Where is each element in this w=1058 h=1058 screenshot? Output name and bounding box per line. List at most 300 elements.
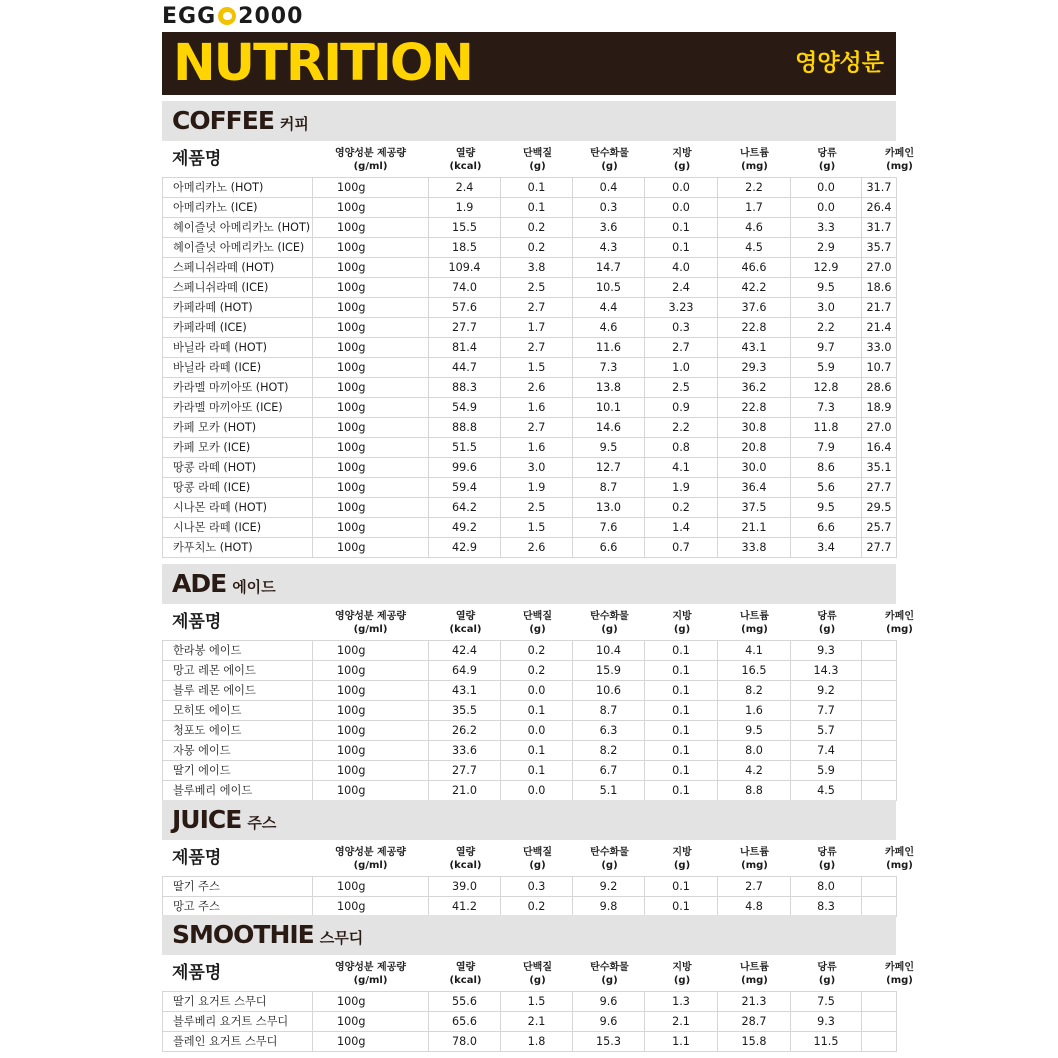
cell-product: 바닐라 라떼 (ICE) <box>163 358 313 378</box>
cell-sugar: 5.6 <box>791 478 862 498</box>
cell-sodium: 33.8 <box>718 538 791 558</box>
cell-carbs: 10.1 <box>573 398 645 418</box>
cell-product: 블루 레몬 에이드 <box>163 681 313 701</box>
column-header-row <box>162 955 914 991</box>
table-row <box>163 761 897 781</box>
section-title-en: JUICE <box>172 805 242 834</box>
cell-sugar: 8.3 <box>791 897 862 917</box>
cell-sodium: 22.8 <box>718 398 791 418</box>
cell-fat: 0.9 <box>645 398 718 418</box>
cell-product: 자몽 에이드 <box>163 741 313 761</box>
cell-sodium: 36.2 <box>718 378 791 398</box>
cell-serving: 100g <box>313 278 429 298</box>
column-header-carbs: 탄수화물 (g) <box>590 847 629 871</box>
cell-caffeine: 18.6 <box>862 278 897 298</box>
table-row <box>163 258 897 278</box>
cell-fat: 0.7 <box>645 538 718 558</box>
column-header-row <box>162 141 914 177</box>
column-header-fat: 지방 (g) <box>672 847 692 871</box>
table-row <box>163 1012 897 1032</box>
cell-fat: 4.0 <box>645 258 718 278</box>
cell-carbs: 9.6 <box>573 992 645 1012</box>
cell-serving: 100g <box>313 298 429 318</box>
cell-sodium: 42.2 <box>718 278 791 298</box>
cell-protein: 0.0 <box>501 781 573 801</box>
column-header-kcal: 열량 (kcal) <box>449 847 482 871</box>
cell-serving: 100g <box>313 498 429 518</box>
cell-caffeine: 27.7 <box>862 538 897 558</box>
column-header-sodium: 나트륨 (mg) <box>740 847 769 871</box>
cell-sugar: 9.5 <box>791 498 862 518</box>
cell-kcal: 39.0 <box>429 877 501 897</box>
column-header-caffeine: 카페인 (mg) <box>885 962 914 986</box>
cell-caffeine <box>862 877 897 897</box>
cell-fat: 0.0 <box>645 198 718 218</box>
cell-sodium: 37.5 <box>718 498 791 518</box>
cell-sugar: 9.7 <box>791 338 862 358</box>
cell-product: 모히또 에이드 <box>163 701 313 721</box>
cell-serving: 100g <box>313 518 429 538</box>
cell-caffeine <box>862 721 897 741</box>
cell-protein: 1.5 <box>501 358 573 378</box>
cell-carbs: 3.6 <box>573 218 645 238</box>
cell-sodium: 15.8 <box>718 1032 791 1052</box>
cell-serving: 100g <box>313 418 429 438</box>
cell-fat: 0.1 <box>645 701 718 721</box>
cell-kcal: 33.6 <box>429 741 501 761</box>
nutrition-table <box>162 177 897 558</box>
table-row <box>163 781 897 801</box>
cell-kcal: 54.9 <box>429 398 501 418</box>
cell-kcal: 18.5 <box>429 238 501 258</box>
section-title-en: COFFEE <box>172 106 274 135</box>
cell-caffeine <box>862 741 897 761</box>
cell-caffeine <box>862 661 897 681</box>
cell-carbs: 10.4 <box>573 641 645 661</box>
cell-sodium: 28.7 <box>718 1012 791 1032</box>
cell-caffeine: 27.0 <box>862 258 897 278</box>
cell-product: 땅콩 라떼 (ICE) <box>163 478 313 498</box>
cell-product: 카라멜 마끼아또 (ICE) <box>163 398 313 418</box>
cell-carbs: 12.7 <box>573 458 645 478</box>
cell-protein: 2.7 <box>501 418 573 438</box>
cell-fat: 0.1 <box>645 681 718 701</box>
cell-serving: 100g <box>313 478 429 498</box>
table-row <box>163 438 897 458</box>
cell-sodium: 21.3 <box>718 992 791 1012</box>
cell-kcal: 27.7 <box>429 761 501 781</box>
cell-product: 아메리카노 (ICE) <box>163 198 313 218</box>
cell-protein: 0.2 <box>501 641 573 661</box>
column-header-carbs: 탄수화물 (g) <box>590 611 629 635</box>
cell-fat: 1.0 <box>645 358 718 378</box>
cell-caffeine: 21.7 <box>862 298 897 318</box>
cell-kcal: 64.2 <box>429 498 501 518</box>
cell-sugar: 8.6 <box>791 458 862 478</box>
cell-protein: 1.6 <box>501 438 573 458</box>
cell-fat: 2.7 <box>645 338 718 358</box>
cell-protein: 0.1 <box>501 198 573 218</box>
cell-fat: 1.4 <box>645 518 718 538</box>
table-row <box>163 741 897 761</box>
cell-sugar: 9.3 <box>791 1012 862 1032</box>
cell-fat: 0.1 <box>645 761 718 781</box>
cell-carbs: 7.6 <box>573 518 645 538</box>
cell-fat: 3.23 <box>645 298 718 318</box>
section-header <box>162 101 896 141</box>
cell-sodium: 4.5 <box>718 238 791 258</box>
table-row <box>163 478 897 498</box>
cell-serving: 100g <box>313 721 429 741</box>
cell-fat: 2.4 <box>645 278 718 298</box>
cell-protein: 2.5 <box>501 498 573 518</box>
column-header-caffeine: 카페인 (mg) <box>885 148 914 172</box>
column-header-kcal: 열량 (kcal) <box>449 611 482 635</box>
section-header <box>162 800 896 840</box>
cell-kcal: 15.5 <box>429 218 501 238</box>
cell-kcal: 27.7 <box>429 318 501 338</box>
cell-sodium: 4.8 <box>718 897 791 917</box>
cell-serving: 100g <box>313 781 429 801</box>
section-coffee <box>162 101 914 558</box>
cell-sugar: 0.0 <box>791 198 862 218</box>
column-header-sodium: 나트륨 (mg) <box>740 611 769 635</box>
cell-carbs: 7.3 <box>573 358 645 378</box>
cell-caffeine <box>862 681 897 701</box>
table-row <box>163 198 897 218</box>
cell-sodium: 2.7 <box>718 877 791 897</box>
cell-fat: 0.1 <box>645 218 718 238</box>
cell-caffeine <box>862 1032 897 1052</box>
column-header-product: 제품명 <box>172 149 222 169</box>
cell-kcal: 88.3 <box>429 378 501 398</box>
cell-sodium: 8.2 <box>718 681 791 701</box>
cell-serving: 100g <box>313 238 429 258</box>
table-row <box>163 338 897 358</box>
cell-carbs: 6.3 <box>573 721 645 741</box>
section-title-en: SMOOTHIE <box>172 920 314 949</box>
cell-product: 시나몬 라떼 (ICE) <box>163 518 313 538</box>
cell-product: 망고 레몬 에이드 <box>163 661 313 681</box>
section-smoothie <box>162 915 914 1052</box>
cell-sugar: 4.5 <box>791 781 862 801</box>
cell-serving: 100g <box>313 438 429 458</box>
cell-fat: 0.1 <box>645 238 718 258</box>
table-row <box>163 298 897 318</box>
nutrition-banner <box>162 32 896 95</box>
cell-fat: 0.3 <box>645 318 718 338</box>
cell-protein: 0.0 <box>501 721 573 741</box>
cell-sugar: 12.9 <box>791 258 862 278</box>
cell-kcal: 43.1 <box>429 681 501 701</box>
cell-product: 플레인 요거트 스무디 <box>163 1032 313 1052</box>
cell-sugar: 14.3 <box>791 661 862 681</box>
cell-carbs: 11.6 <box>573 338 645 358</box>
cell-serving: 100g <box>313 398 429 418</box>
column-header-kcal: 열량 (kcal) <box>449 962 482 986</box>
column-header-protein: 단백질 (g) <box>523 847 552 871</box>
cell-product: 스페니쉬라떼 (HOT) <box>163 258 313 278</box>
cell-caffeine: 16.4 <box>862 438 897 458</box>
cell-protein: 3.8 <box>501 258 573 278</box>
column-header-sugar: 당류 (g) <box>817 847 837 871</box>
cell-sugar: 9.3 <box>791 641 862 661</box>
cell-serving: 100g <box>313 741 429 761</box>
cell-caffeine <box>862 992 897 1012</box>
cell-caffeine: 29.5 <box>862 498 897 518</box>
cell-sugar: 0.0 <box>791 178 862 198</box>
cell-sugar: 7.9 <box>791 438 862 458</box>
cell-kcal: 78.0 <box>429 1032 501 1052</box>
column-header-caffeine: 카페인 (mg) <box>885 611 914 635</box>
table-row <box>163 498 897 518</box>
cell-protein: 1.6 <box>501 398 573 418</box>
cell-carbs: 6.7 <box>573 761 645 781</box>
cell-caffeine: 31.7 <box>862 178 897 198</box>
column-header-caffeine: 카페인 (mg) <box>885 847 914 871</box>
cell-product: 딸기 요거트 스무디 <box>163 992 313 1012</box>
cell-kcal: 2.4 <box>429 178 501 198</box>
cell-caffeine <box>862 701 897 721</box>
cell-sugar: 11.5 <box>791 1032 862 1052</box>
cell-kcal: 74.0 <box>429 278 501 298</box>
cell-carbs: 6.6 <box>573 538 645 558</box>
page-title: NUTRITION <box>173 34 472 93</box>
cell-sodium: 30.8 <box>718 418 791 438</box>
cell-carbs: 4.6 <box>573 318 645 338</box>
cell-kcal: 55.6 <box>429 992 501 1012</box>
cell-serving: 100g <box>313 378 429 398</box>
cell-carbs: 0.3 <box>573 198 645 218</box>
table-row <box>163 378 897 398</box>
cell-serving: 100g <box>313 877 429 897</box>
brand-text-right: 2000 <box>238 3 304 29</box>
cell-sodium: 16.5 <box>718 661 791 681</box>
brand-text-left: EGG <box>162 3 217 29</box>
cell-carbs: 4.4 <box>573 298 645 318</box>
table-row <box>163 992 897 1012</box>
cell-caffeine <box>862 761 897 781</box>
cell-carbs: 9.8 <box>573 897 645 917</box>
table-row <box>163 398 897 418</box>
cell-caffeine: 21.4 <box>862 318 897 338</box>
table-row <box>163 538 897 558</box>
cell-serving: 100g <box>313 1012 429 1032</box>
cell-carbs: 8.2 <box>573 741 645 761</box>
section-title-ko: 에이드 <box>232 578 276 596</box>
cell-serving: 100g <box>313 661 429 681</box>
cell-kcal: 57.6 <box>429 298 501 318</box>
cell-caffeine <box>862 897 897 917</box>
cell-kcal: 64.9 <box>429 661 501 681</box>
cell-sugar: 7.7 <box>791 701 862 721</box>
column-header-sugar: 당류 (g) <box>817 962 837 986</box>
column-header-protein: 단백질 (g) <box>523 148 552 172</box>
cell-protein: 2.5 <box>501 278 573 298</box>
cell-protein: 2.6 <box>501 378 573 398</box>
cell-product: 딸기 에이드 <box>163 761 313 781</box>
cell-product: 카페라떼 (ICE) <box>163 318 313 338</box>
cell-kcal: 59.4 <box>429 478 501 498</box>
cell-serving: 100g <box>313 318 429 338</box>
cell-protein: 1.7 <box>501 318 573 338</box>
cell-sugar: 8.0 <box>791 877 862 897</box>
cell-serving: 100g <box>313 538 429 558</box>
cell-fat: 2.2 <box>645 418 718 438</box>
cell-product: 한라봉 에이드 <box>163 641 313 661</box>
cell-protein: 1.9 <box>501 478 573 498</box>
nutrition-table <box>162 991 897 1052</box>
cell-fat: 0.8 <box>645 438 718 458</box>
column-header-row <box>162 604 914 640</box>
cell-protein: 0.2 <box>501 661 573 681</box>
cell-carbs: 14.7 <box>573 258 645 278</box>
cell-protein: 2.1 <box>501 1012 573 1032</box>
cell-kcal: 41.2 <box>429 897 501 917</box>
column-header-product: 제품명 <box>172 963 222 983</box>
cell-product: 카페 모카 (HOT) <box>163 418 313 438</box>
table-row <box>163 721 897 741</box>
cell-serving: 100g <box>313 258 429 278</box>
cell-serving: 100g <box>313 641 429 661</box>
table-row <box>163 358 897 378</box>
cell-fat: 0.1 <box>645 741 718 761</box>
table-row <box>163 238 897 258</box>
cell-product: 카라멜 마끼아또 (HOT) <box>163 378 313 398</box>
table-row <box>163 701 897 721</box>
cell-caffeine <box>862 641 897 661</box>
cell-sugar: 9.2 <box>791 681 862 701</box>
cell-sodium: 36.4 <box>718 478 791 498</box>
cell-product: 망고 주스 <box>163 897 313 917</box>
cell-product: 카푸치노 (HOT) <box>163 538 313 558</box>
column-header-sugar: 당류 (g) <box>817 148 837 172</box>
cell-sugar: 6.6 <box>791 518 862 538</box>
cell-sugar: 7.4 <box>791 741 862 761</box>
cell-fat: 0.1 <box>645 897 718 917</box>
cell-serving: 100g <box>313 178 429 198</box>
cell-sugar: 5.9 <box>791 761 862 781</box>
cell-sodium: 22.8 <box>718 318 791 338</box>
cell-protein: 2.6 <box>501 538 573 558</box>
cell-fat: 1.9 <box>645 478 718 498</box>
cell-serving: 100g <box>313 992 429 1012</box>
nutrition-table <box>162 640 897 801</box>
cell-serving: 100g <box>313 338 429 358</box>
cell-fat: 0.1 <box>645 661 718 681</box>
cell-carbs: 0.4 <box>573 178 645 198</box>
column-header-sugar: 당류 (g) <box>817 611 837 635</box>
cell-sodium: 43.1 <box>718 338 791 358</box>
nutrition-table <box>162 876 897 917</box>
cell-serving: 100g <box>313 458 429 478</box>
cell-sugar: 3.0 <box>791 298 862 318</box>
cell-fat: 0.1 <box>645 641 718 661</box>
section-title-en: ADE <box>172 569 227 598</box>
cell-fat: 0.0 <box>645 178 718 198</box>
cell-sodium: 8.8 <box>718 781 791 801</box>
section-header <box>162 564 896 604</box>
cell-caffeine: 26.4 <box>862 198 897 218</box>
cell-serving: 100g <box>313 701 429 721</box>
cell-caffeine: 25.7 <box>862 518 897 538</box>
cell-sodium: 4.6 <box>718 218 791 238</box>
cell-kcal: 49.2 <box>429 518 501 538</box>
cell-protein: 0.2 <box>501 238 573 258</box>
cell-carbs: 14.6 <box>573 418 645 438</box>
cell-kcal: 42.4 <box>429 641 501 661</box>
table-row <box>163 661 897 681</box>
cell-sugar: 7.3 <box>791 398 862 418</box>
table-row <box>163 641 897 661</box>
cell-fat: 0.1 <box>645 877 718 897</box>
cell-kcal: 42.9 <box>429 538 501 558</box>
cell-carbs: 9.6 <box>573 1012 645 1032</box>
cell-carbs: 5.1 <box>573 781 645 801</box>
cell-caffeine: 18.9 <box>862 398 897 418</box>
cell-protein: 3.0 <box>501 458 573 478</box>
brand-logo <box>162 3 303 29</box>
cell-sugar: 5.9 <box>791 358 862 378</box>
cell-sugar: 5.7 <box>791 721 862 741</box>
column-header-row <box>162 840 914 876</box>
cell-product: 카페 모카 (ICE) <box>163 438 313 458</box>
cell-product: 블루베리 요거트 스무디 <box>163 1012 313 1032</box>
cell-carbs: 9.5 <box>573 438 645 458</box>
table-row <box>163 178 897 198</box>
cell-caffeine <box>862 781 897 801</box>
cell-carbs: 8.7 <box>573 478 645 498</box>
cell-sodium: 29.3 <box>718 358 791 378</box>
cell-kcal: 99.6 <box>429 458 501 478</box>
cell-protein: 0.2 <box>501 897 573 917</box>
section-juice <box>162 800 914 917</box>
cell-product: 땅콩 라떼 (HOT) <box>163 458 313 478</box>
cell-sodium: 1.7 <box>718 198 791 218</box>
column-header-carbs: 탄수화물 (g) <box>590 148 629 172</box>
cell-protein: 1.8 <box>501 1032 573 1052</box>
column-header-product: 제품명 <box>172 612 222 632</box>
cell-fat: 0.1 <box>645 721 718 741</box>
cell-kcal: 109.4 <box>429 258 501 278</box>
table-row <box>163 418 897 438</box>
section-title-ko: 커피 <box>279 115 309 133</box>
cell-caffeine: 31.7 <box>862 218 897 238</box>
cell-kcal: 21.0 <box>429 781 501 801</box>
cell-product: 청포도 에이드 <box>163 721 313 741</box>
cell-carbs: 10.5 <box>573 278 645 298</box>
table-row <box>163 681 897 701</box>
cell-protein: 2.7 <box>501 298 573 318</box>
cell-product: 시나몬 라떼 (HOT) <box>163 498 313 518</box>
column-header-kcal: 열량 (kcal) <box>449 148 482 172</box>
cell-carbs: 15.3 <box>573 1032 645 1052</box>
cell-protein: 0.2 <box>501 218 573 238</box>
cell-product: 헤이즐넛 아메리카노 (ICE) <box>163 238 313 258</box>
cell-kcal: 51.5 <box>429 438 501 458</box>
section-ade <box>162 564 914 801</box>
cell-serving: 100g <box>313 681 429 701</box>
cell-kcal: 26.2 <box>429 721 501 741</box>
column-header-serving: 영양성분 제공량 (g/ml) <box>334 611 407 635</box>
cell-kcal: 88.8 <box>429 418 501 438</box>
cell-sugar: 12.8 <box>791 378 862 398</box>
cell-caffeine: 28.6 <box>862 378 897 398</box>
cell-caffeine: 35.1 <box>862 458 897 478</box>
cell-serving: 100g <box>313 198 429 218</box>
cell-caffeine: 27.7 <box>862 478 897 498</box>
cell-protein: 2.7 <box>501 338 573 358</box>
